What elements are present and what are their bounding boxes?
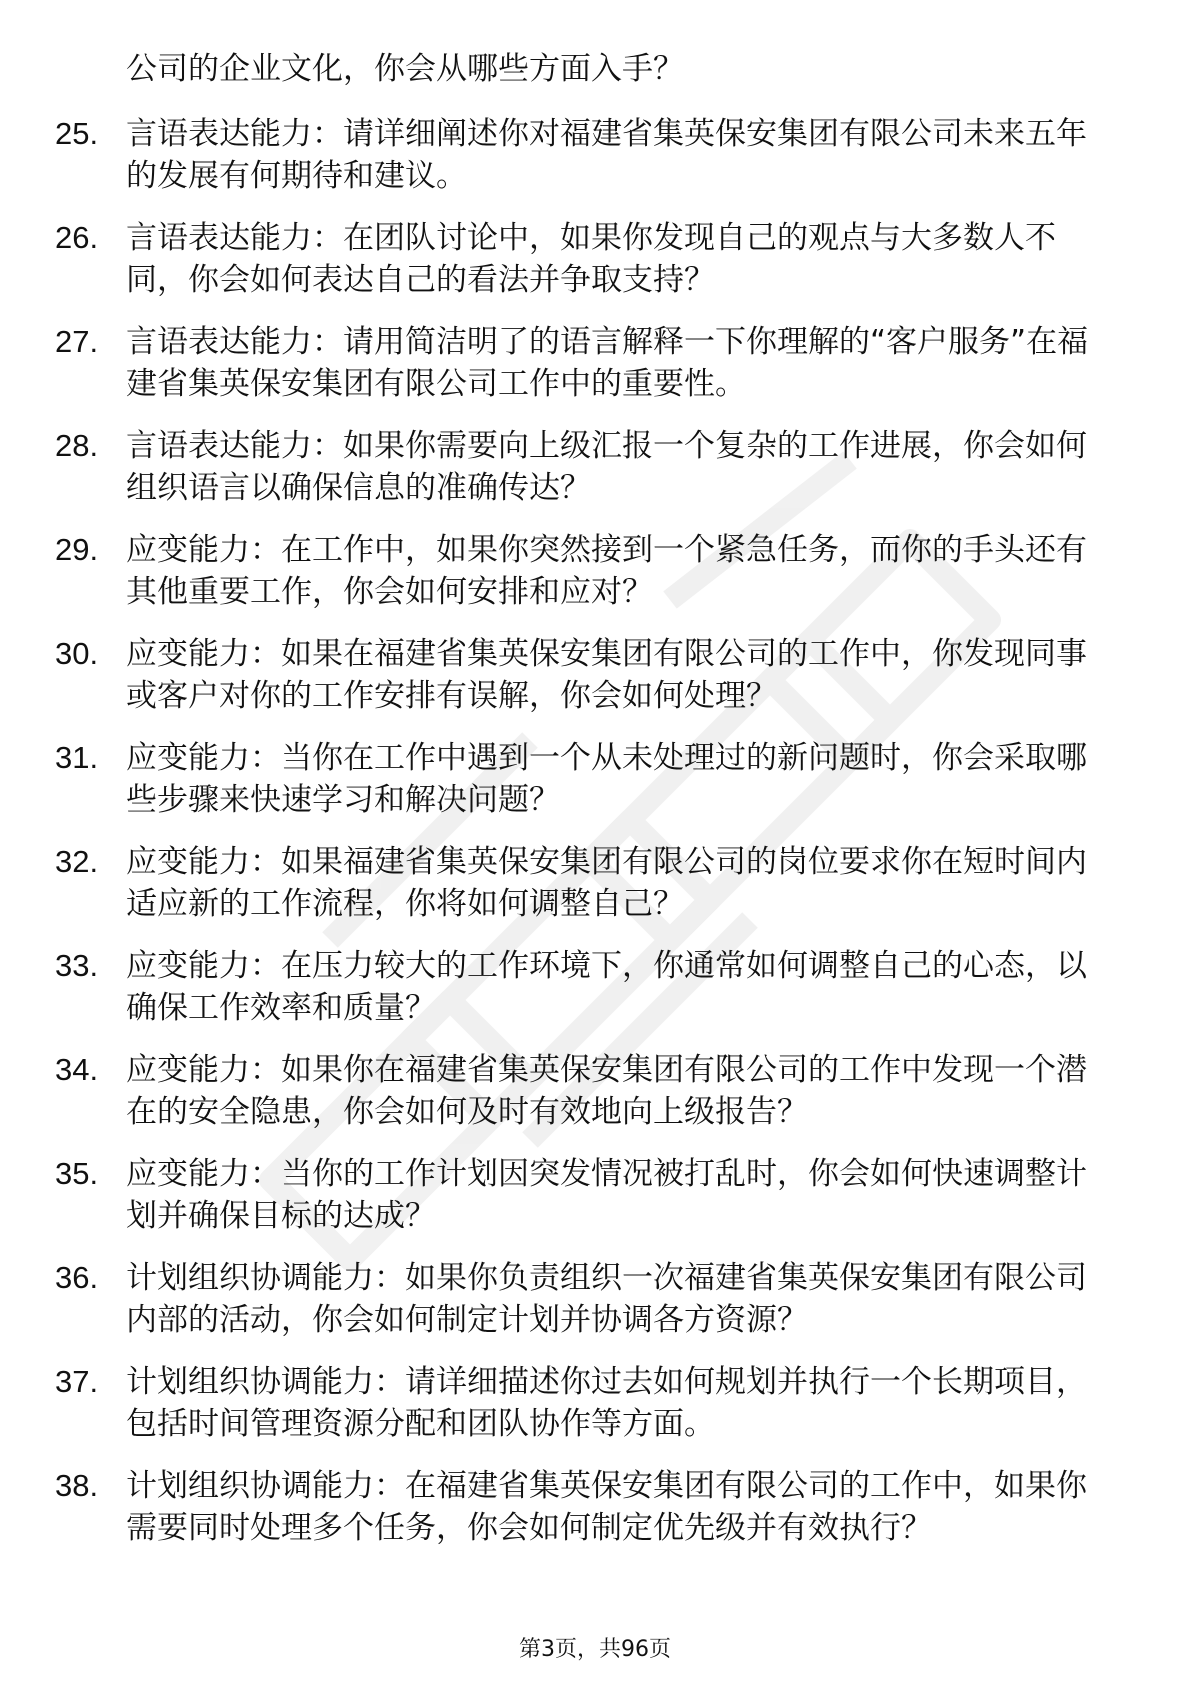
list-item [0,425,1190,509]
list-item [0,945,1190,1029]
question-text: 计划组织协调能力：请详细描述你过去如何规划并执行一个长期项目，包括时间管理资源分配和团队协作等方面。 [126,1364,1087,1442]
question-text: 计划组织协调能力：在福建省集英保安集团有限公司的工作中，如果你需要同时处理多个任务，你会如何制定优先级并有效执行？ [126,1468,1087,1546]
question-number: 31. [55,740,99,775]
question-number: 27. [55,324,99,359]
list-item [0,217,1190,301]
question-number: 34. [55,1052,99,1087]
list-item [0,1361,1190,1445]
question-text: 言语表达能力：如果你需要向上级汇报一个复杂的工作进展，你会如何组织语言以确保信息的准确传达？ [126,428,1087,506]
page-footer: 第3页，共96页 [519,1637,671,1662]
question-number: 29. [55,532,99,567]
question-number: 32. [55,844,99,879]
question-text: 言语表达能力：请详细阐述你对福建省集英保安集团有限公司未来五年的发展有何期待和建议。 [126,116,1087,194]
list-item [0,1465,1190,1549]
list-item [0,1257,1190,1341]
question-number: 33. [55,948,99,983]
question-number: 38. [55,1468,99,1503]
question-list [0,113,1190,1569]
question-number: 30. [55,636,99,671]
list-item [0,321,1190,405]
question-text: 应变能力：在工作中，如果你突然接到一个紧急任务，而你的手头还有其他重要工作，你会如何安排和应对？ [126,532,1087,610]
question-number: 35. [55,1156,99,1191]
question-text: 应变能力：在压力较大的工作环境下，你通常如何调整自己的心态，以确保工作效率和质量？ [126,948,1087,1026]
question-number: 28. [55,428,99,463]
question-text: 应变能力：如果在福建省集英保安集团有限公司的工作中，你发现同事或客户对你的工作安排有误解，你会如何处理？ [126,636,1087,714]
question-text: 言语表达能力：请用简洁明了的语言解释一下你理解的“客户服务”在福建省集英保安集团有限公司工作中的重要性。 [126,324,1089,402]
list-item [0,529,1190,613]
list-item [0,841,1190,925]
question-text: 应变能力：当你在工作中遇到一个从未处理过的新问题时，你会采取哪些步骤来快速学习和解决问题？ [126,740,1087,818]
question-number: 25. [55,116,99,151]
question-number: 36. [55,1260,99,1295]
list-item [0,113,1190,197]
list-item [0,633,1190,717]
question-text: 应变能力：当你的工作计划因突发情况被打乱时，你会如何快速调整计划并确保目标的达成？ [126,1156,1087,1234]
question-text: 言语表达能力：在团队讨论中，如果你发现自己的观点与大多数人不同，你会如何表达自己的看法并争取支持？ [126,220,1056,298]
question-text: 应变能力：如果你在福建省集英保安集团有限公司的工作中发现一个潜在的安全隐患，你会如何及时有效地向上级报告？ [126,1052,1087,1130]
continuation-text: 公司的企业文化，你会从哪些方面入手？ [126,51,684,87]
question-number: 26. [55,220,99,255]
list-item [0,1153,1190,1237]
question-text: 应变能力：如果福建省集英保安集团有限公司的岗位要求你在短时间内适应新的工作流程，你将如何调整自己？ [126,844,1087,922]
list-item [0,737,1190,821]
question-number: 37. [55,1364,99,1399]
question-text: 计划组织协调能力：如果你负责组织一次福建省集英保安集团有限公司内部的活动，你会如何制定计划并协调各方资源？ [126,1260,1087,1338]
list-item [0,1049,1190,1133]
